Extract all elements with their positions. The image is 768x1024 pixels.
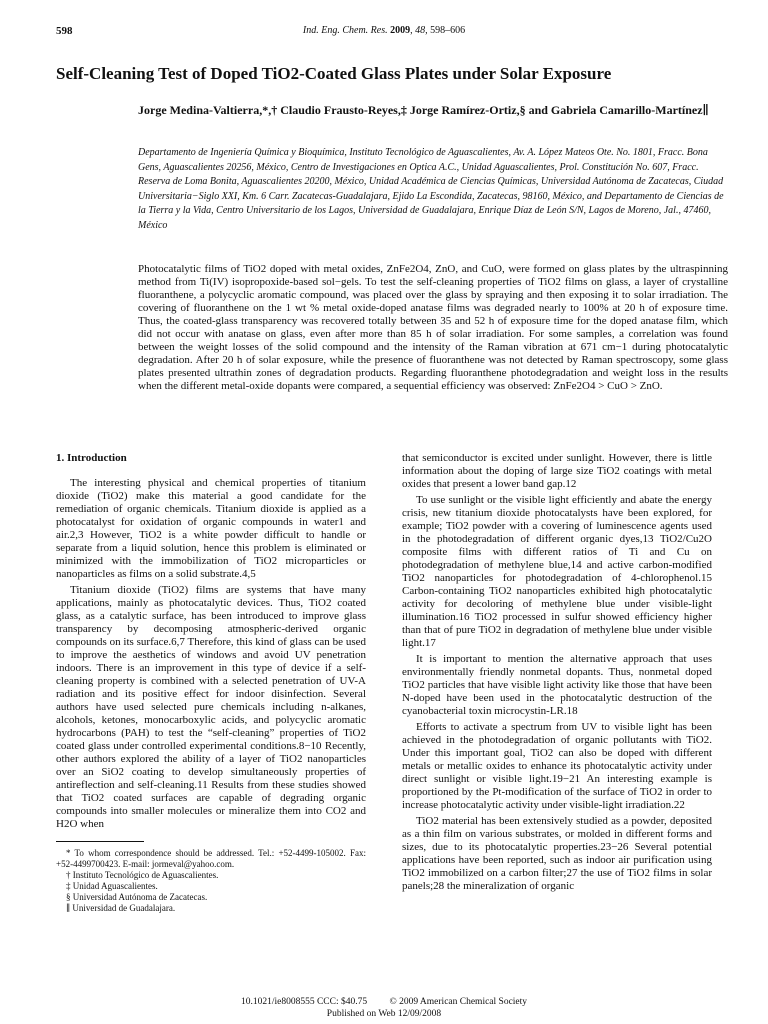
footnote-affil-2: ‡ Unidad Aguascalientes. <box>66 881 158 891</box>
paragraph: that semiconductor is excited under sunlight. However, there is little information about the doping of large size TiO2 coatings with metal oxides that present a lower band gap.12 <box>402 452 712 490</box>
abstract: Photocatalytic films of TiO2 doped with metal oxides, ZnFe2O4, ZnO, and CuO, were formed on glass plates by the ultraspinning method from Ti(IV) isopropoxide-based sol−gels. To test the self-cleaning properties of TiO2 films on glass, a layer of crystalline fluoranthene, a polycyclic aromatic compound, was placed over the glass by spraying and then exposing it to solar irradiation. The covering of fluoranthene on the 1 wt % metal oxide-doped anatase films was degraded nearly to 100% at 20 h of exposure time. Thus, the coated-glass transparency was recovered totally between 35 and 52 h of exposure time for the doped anatase film, which did not occur with anatase on glass, even after more than 85 h of solar irradiation. For some samples, a correlation was found between the weight losses of the solid compound and the intensity of the Raman vibration at 671 cm−1 during photocatalytic degradation. After 20 h of solar exposure, while the presence of fluoranthene was not detected by Raman spectroscopy, some glass plates presented ultrathin zones of degradation products. Regarding fluoranthene photodegradation and weight loss in the results when the different metal-oxide dopants were compared, a sequential efficiency was observed: ZnFe2O4 > CuO > ZnO. <box>138 263 728 392</box>
footnote-divider <box>56 841 144 842</box>
author-list: Jorge Medina-Valtierra,*,† Claudio Frausto-Reyes,‡ Jorge Ramírez-Ortiz,§ and Gabriela Camarillo-Martínez∥ <box>138 103 709 117</box>
footnote-affil-4: ∥ Universidad de Guadalajara. <box>66 903 176 913</box>
footnotes <box>56 848 366 914</box>
paragraph: Titanium dioxide (TiO2) films are systems that have many applications, mainly as photocatalytic devices. Thus, TiO2 coated glass, as a catalytic surface, has been introduced to improve glass transparency by decomposing atmospheric-derived organic compounds on its surface.6,7 Therefore, this kind of glass can be used to improve the aesthetics of windows and avoid UV penetration indoors. There is an improvement in this type of device if a self-cleaning property is combined with a selected penetration of UV-A radiation and its positive effect for indoor disinfection. Several authors have used selected pure chemicals including n-alkanes, alcohols, ketones, monocarboxylic acids, and polycyclic aromatic hydrocarbons (PAH) to test the “self-cleaning” properties of TiO2 coated glass under controlled experimental conditions.8−10 Recently, other authors explored the ability of a layer of TiO2 nanoparticles over an SiO2 coating to develop simultaneously properties of antireflection and self-cleaning.11 Results from these studies showed that TiO2 coated surfaces are capable of degrading organic compounds into smaller molecules or mineralize them into CO2 and H2O when <box>56 584 366 830</box>
copyright: © 2009 American Chemical Society <box>389 997 528 1007</box>
paragraph: TiO2 material has been extensively studied as a powder, deposited as a thin film on various substrates, or molded in different forms and sizes, due to its photocatalytic properties.23−26 Several potential applications have been reported, such as indoor air purification using TiO2 immobilized on a carbon filter;27 the use of TiO2 films in solar panels;28 the mineralization of organic <box>402 815 712 892</box>
journal-volume: 48 <box>415 25 426 36</box>
affiliations: Departamento de Ingeniería Química y Bioquímica, Instituto Tecnológico de Aguascalientes, Av. A. López Mateos Ote. No. 1801, Fracc. Bona Gens, Aguascalientes 20256, México, Centro de Investigaciones en Optica A.C., Unidad Aguascalientes, Prol. Constitución No. 607, Fracc. Reserva de Loma Bonita, Aguascalientes 20200, México, Unidad Académica de Ciencias Químicas, Universidad Autónoma de Zacatecas, Ciudad Universitaria−Siglo XXI, Km. 6 Carr. Zacatecas-Guadalajara, Ejido La Escondida, Zacatecas, 98160, México, and Departamento de Ciencias de la Tierra y la Vida, Centro Universitario de los Lagos, Universidad de Guadalajara, Enrique Díaz de León S/N, Lagos de Moreno, Jal., 47460, México <box>138 147 724 231</box>
journal-pages: 598–606 <box>430 25 466 36</box>
paragraph: It is important to mention the alternative approach that uses environmentally friendly nonmetal dopants. Thus, nonmetal doped TiO2 particles that have visible light activity like those that have been N-doped have been used in the photocatalytic destruction of the cyanobacterial toxin microcystin-LR.18 <box>402 653 712 717</box>
paragraph: To use sunlight or the visible light efficiently and abate the energy crisis, new titanium dioxide photocatalysts have been explored, for example; TiO2 powder with a covering of luminescence agents used in the photodegradation of different organic dyes,13 TiO2/Cu2O composite films with different ratios of Ti and Cu on photodegradation of methylene blue,14 and active carbon-modified TiO2 nanoparticles for photodegradation of 4-chlorophenol.15 Carbon-containing TiO2 nanoparticles exhibited high photocatalytic activity for decoloring of methylene blue under visible-light illumination.16 TiO2 processed in sulfur showed efficiency higher than that of pure TiO2 in degradation of methylene blue under visible light.17 <box>402 494 712 649</box>
right-column <box>402 452 712 896</box>
published-date: Published on Web 12/09/2008 <box>326 1009 442 1019</box>
footnote-correspondence: * To whom correspondence should be addressed. Tel.: +52-4499-105002. Fax: +52-4499700423. E-mail: jormeval@yahoo.com. <box>56 848 366 869</box>
paragraph: Efforts to activate a spectrum from UV to visible light has been achieved in the photodegradation of organic pollutants with TiO2. Under this important goal, TiO2 can also be doped with different metals or metallic oxides to enhance its photocatalytic activity under direct sunlight or visible light.19−21 An interesting example is proportioned by the Pt-modification of the surface of TiO2 in order to increase photocatalytic activity under visible-light irradiation.22 <box>402 721 712 811</box>
article-title: Self-Cleaning Test of Doped TiO2-Coated Glass Plates under Solar Exposure <box>56 64 612 83</box>
section-heading: 1. Introduction <box>56 452 127 464</box>
running-header: Ind. Eng. Chem. Res. 2009, 48, 598–606 <box>302 25 466 36</box>
left-column <box>56 452 366 914</box>
page-number: 598 <box>56 25 73 37</box>
footnote-affil-3: § Universidad Autónoma de Zacatecas. <box>66 892 208 902</box>
paragraph: The interesting physical and chemical properties of titanium dioxide (TiO2) make this material a good candidate for the remediation of organic chemicals. Titanium dioxide is applied as a photocatalyst for oxidation of organic compounds in water1 and air.2,3 However, TiO2 is a white powder difficult to handle or separate from a liquid solution, hence this problem is eliminated or minimized with the immobilization of TiO2 microparticles or nanoparticles as films on a solid substrate.4,5 <box>56 477 366 580</box>
footnote-affil-1: † Instituto Tecnológico de Aguascalientes. <box>66 870 219 880</box>
page-footer <box>0 996 768 1020</box>
journal-year: 2009 <box>390 25 411 36</box>
doi-line: 10.1021/ie8008555 CCC: $40.75 <box>240 997 368 1007</box>
journal-abbrev: Ind. Eng. Chem. Res. <box>302 25 388 36</box>
